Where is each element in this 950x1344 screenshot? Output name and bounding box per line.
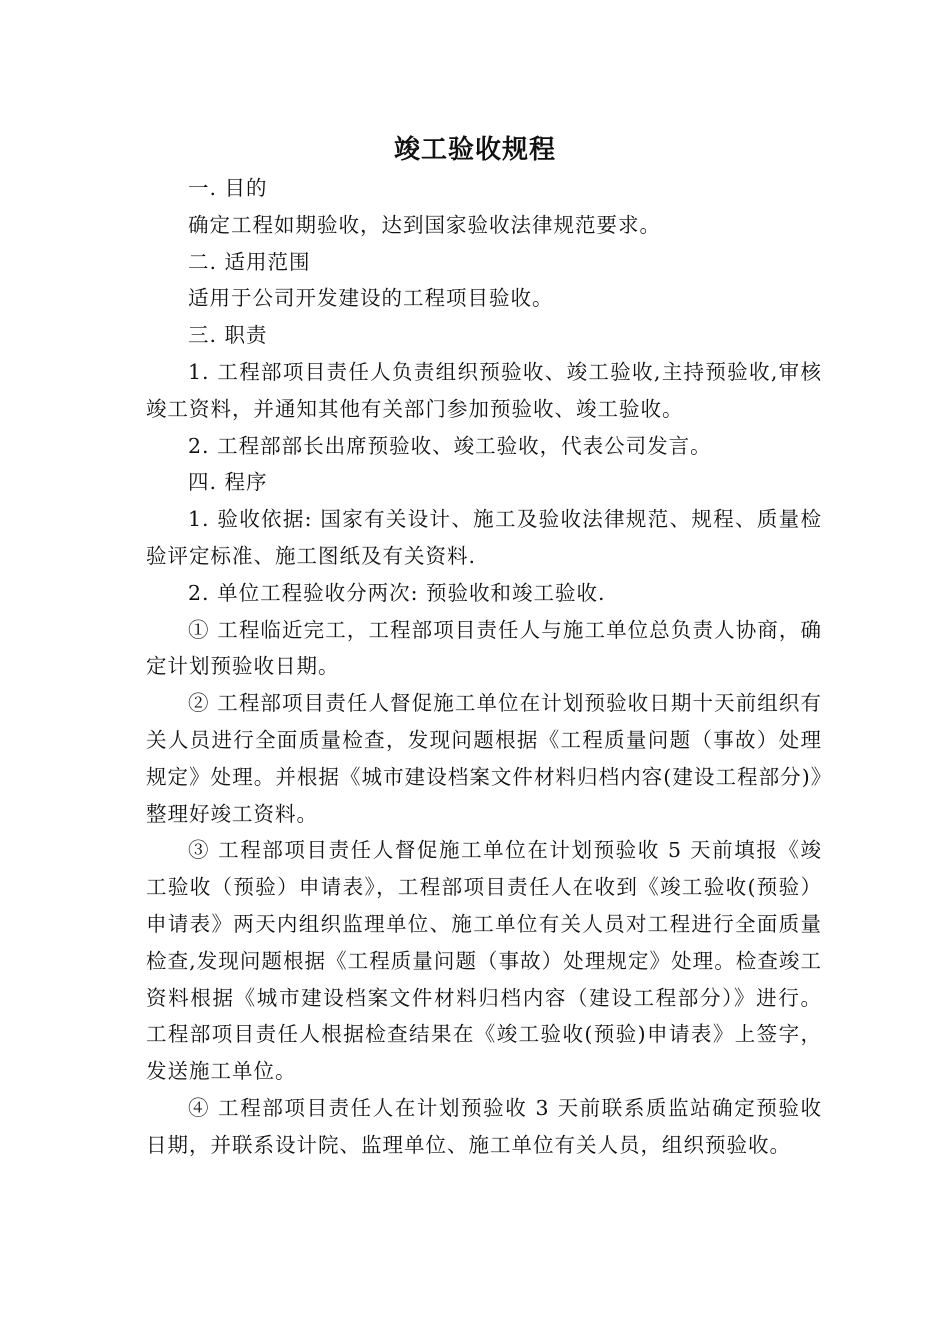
paragraph-responsibility-2: 2. 工程部部长出席预验收、竣工验收，代表公司发言。 bbox=[188, 433, 712, 458]
paragraph-step-2: ② 工程部项目责任人督促施工单位在计划预验收日期十天前组织有关人员进行全面质量检查，发现问题根据《工程质量问题（事故）处理规定》处理。并根据《城市建设档案文件材料归档内容(建设工程部分)》整理好竣工资料。 bbox=[146, 691, 822, 826]
paragraph-procedure-2: 2. 单位工程验收分两次: 预验收和竣工验收. bbox=[188, 580, 606, 605]
paragraph-purpose: 确定工程如期验收，达到国家验收法律规范要求。 bbox=[188, 212, 661, 237]
paragraph-scope: 适用于公司开发建设的工程项目验收。 bbox=[188, 286, 554, 311]
paragraph-step-3: ③ 工程部项目责任人督促施工单位在计划预验收 5 天前填报《竣工验收（预验）申请表》，工程部项目责任人在收到《竣工验收(预验）申请表》两天内组织监理单位、施工单位有关人员对工程进行全面质量检查,发现问题根据《工程质量问题（事故）处理规定》处理。检查竣工资料根据《城市建设档案文件材料归档内容（建设工程部分）》进行。工程部项目责任人根据检查结果在《竣工验收(预验)申请表》上签字，发送施工单位。 bbox=[146, 838, 822, 1084]
section-heading-purpose: 一. 目的 bbox=[188, 176, 268, 200]
paragraph-step-4: ④ 工程部项目责任人在计划预验收 3 天前联系质监站确定预验收日期，并联系设计院、监理单位、施工单位有关人员，组织预验收。 bbox=[146, 1095, 822, 1157]
section-heading-procedure: 四. 程序 bbox=[188, 470, 268, 495]
paragraph-procedure-1: 1. 验收依据: 国家有关设计、施工及验收法律规范、规程、质量检验评定标准、施工图纸及有关资料. bbox=[146, 507, 822, 568]
document-body bbox=[146, 170, 822, 1164]
section-heading-responsibilities: 三. 职责 bbox=[188, 323, 268, 348]
paragraph-responsibility-1: 1. 工程部项目责任人负责组织预验收、竣工验收,主持预验收,审核竣工资料，并通知其他有关部门参加预验收、竣工验收。 bbox=[146, 359, 822, 421]
document-title: 竣工验收规程 bbox=[393, 135, 556, 165]
section-heading-scope: 二. 适用范围 bbox=[188, 249, 311, 274]
paragraph-step-1: ① 工程临近完工，工程部项目责任人与施工单位总负责人协商，确定计划预验收日期。 bbox=[146, 617, 822, 679]
